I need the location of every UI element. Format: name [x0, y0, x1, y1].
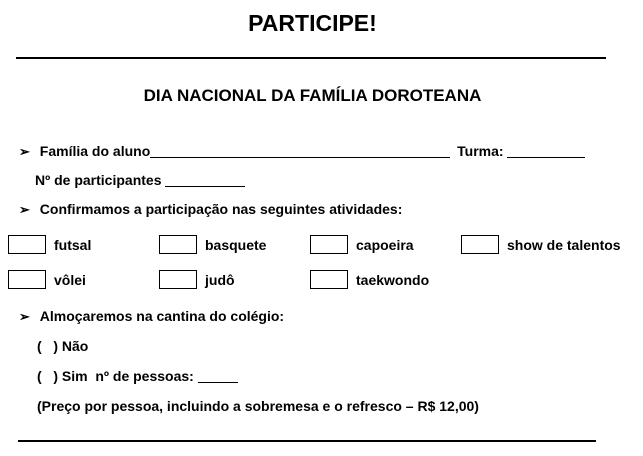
class-label: Turma:	[457, 143, 504, 159]
bullet-arrow-icon: ➢	[19, 202, 30, 217]
page-title: PARTICIPE!	[248, 10, 377, 36]
confirm-row	[19, 201, 402, 218]
option-yes[interactable]: ( ) Sim nº de pessoas:	[37, 368, 194, 384]
participants-field[interactable]	[165, 172, 245, 187]
checkbox-basquete[interactable]	[159, 235, 197, 254]
checkbox-taekwondo[interactable]	[310, 270, 348, 289]
confirm-label: Confirmamos a participação nas seguintes atividades:	[39, 201, 403, 217]
participants-row	[35, 172, 245, 188]
checkbox-judo[interactable]	[159, 270, 197, 289]
option-yes-row	[37, 368, 238, 384]
checkbox-show-de-talentos[interactable]	[461, 235, 499, 254]
class-field[interactable]	[507, 143, 585, 158]
bullet-arrow-icon: ➢	[19, 144, 30, 159]
activity-label: vôlei	[54, 272, 86, 288]
participants-label: Nº de participantes	[35, 172, 162, 188]
activity-label: basquete	[205, 237, 267, 253]
people-count-field[interactable]	[198, 368, 238, 383]
family-row	[19, 143, 585, 160]
activity-label: show de talentos	[507, 237, 621, 253]
lunch-label: Almoçaremos na cantina do colégio:	[39, 308, 285, 324]
activity-label: capoeira	[356, 237, 414, 253]
lunch-row	[19, 308, 284, 325]
option-no[interactable]: ( ) Não	[37, 338, 89, 354]
price-note: (Preço por pessoa, incluindo a sobremesa e o refresco – R$ 12,00)	[37, 398, 479, 414]
bullet-arrow-icon: ➢	[19, 309, 30, 324]
activity-label: taekwondo	[356, 272, 430, 288]
activity-label: futsal	[54, 237, 92, 253]
bottom-divider	[18, 440, 596, 442]
checkbox-volei[interactable]	[8, 270, 46, 289]
checkbox-futsal[interactable]	[8, 235, 46, 254]
event-title: DIA NACIONAL DA FAMÍLIA DOROTEANA	[143, 86, 482, 105]
family-label: Família do aluno	[39, 143, 151, 159]
top-divider	[16, 57, 606, 59]
activity-label: judô	[205, 272, 235, 288]
family-name-field[interactable]	[150, 143, 450, 158]
checkbox-capoeira[interactable]	[310, 235, 348, 254]
